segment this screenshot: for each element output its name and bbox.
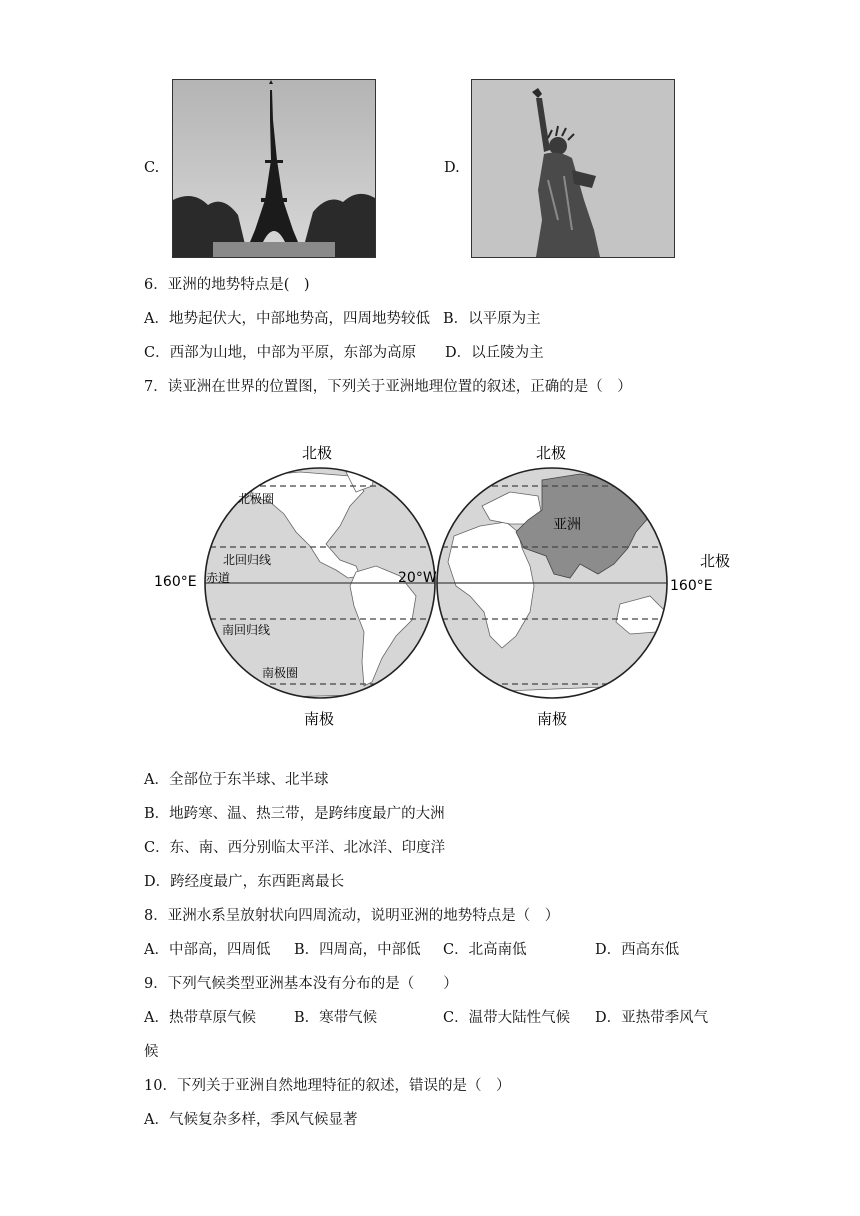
q8-option-c: C．北高南低 — [443, 942, 527, 958]
map-label-tropic-capricorn: 南回归线 — [222, 623, 271, 637]
map-label-asia: 亚洲 — [553, 517, 581, 533]
q10-stem: 10．下列关于亚洲自然地理特征的叙述，错误的是（ ） — [144, 1078, 511, 1094]
q9-option-c: C．温带大陆性气候 — [443, 1010, 571, 1026]
q9-option-b: B．寒带气候 — [294, 1010, 378, 1026]
map-label-lon-20w: 20°W — [398, 570, 437, 586]
map-label-south-pole-left: 南极 — [304, 710, 335, 728]
q7-option-a: A．全部位于东半球、北半球 — [144, 772, 329, 788]
map-label-tropic-cancer: 北回归线 — [223, 553, 272, 567]
q9-stem: 9．下列气候类型亚洲基本没有分布的是（ ） — [144, 976, 458, 992]
q9-option-d: D．亚热带季风气 — [595, 1010, 709, 1026]
q7-option-d: D．跨经度最广，东西距离最长 — [144, 874, 345, 890]
q8-stem: 8．亚洲水系呈放射状向四周流动，说明亚洲的地势特点是（ ） — [144, 908, 560, 924]
option-c-label: C. — [144, 160, 160, 176]
map-label-lon-160e-right: 160°E — [670, 578, 713, 594]
asia-position-map — [150, 436, 740, 736]
q6-option-a: A．地势起伏大，中部地势高，四周地势较低 — [144, 311, 430, 327]
q8-option-a: A．中部高，四周低 — [144, 942, 271, 958]
statue-of-liberty-photo — [471, 79, 675, 258]
q7-option-b: B．地跨寒、温、热三带，是跨纬度最广的大洲 — [144, 806, 445, 822]
q7-stem: 7．读亚洲在世界的位置图，下列关于亚洲地理位置的叙述，正确的是（ ） — [144, 379, 632, 395]
q9-option-a: A．热带草原气候 — [144, 1010, 256, 1026]
q8-option-b: B．四周高，中部低 — [294, 942, 421, 958]
eiffel-tower-photo — [172, 79, 376, 258]
map-label-north-pole-left: 北极 — [302, 444, 333, 462]
q6-option-c: C．西部为山地，中部为平原，东部为高原 — [144, 345, 417, 361]
map-label-south-pole-right: 南极 — [537, 710, 568, 728]
option-d-label: D. — [444, 160, 460, 176]
map-label-equator: 赤道 — [206, 571, 231, 585]
map-label-north-pole-right: 北极 — [536, 444, 567, 462]
q8-option-d: D．西高东低 — [595, 942, 680, 958]
q6-option-b: B．以平原为主 — [443, 311, 541, 327]
q6-stem: 6．亚洲的地势特点是( ) — [144, 277, 310, 293]
q6-option-d: D．以丘陵为主 — [445, 345, 544, 361]
map-label-antarctic-circle: 南极圈 — [262, 666, 299, 680]
q7-option-c: C．东、南、西分别临太平洋、北冰洋、印度洋 — [144, 840, 446, 856]
map-label-lon-160e-left: 160°E — [154, 574, 197, 590]
map-label-north-pole-side: 北极 — [700, 552, 731, 570]
map-label-arctic-circle: 北极圈 — [238, 492, 275, 506]
q9-option-d-wrap: 候 — [144, 1044, 159, 1060]
q10-option-a: A．气候复杂多样，季风气候显著 — [144, 1112, 358, 1128]
